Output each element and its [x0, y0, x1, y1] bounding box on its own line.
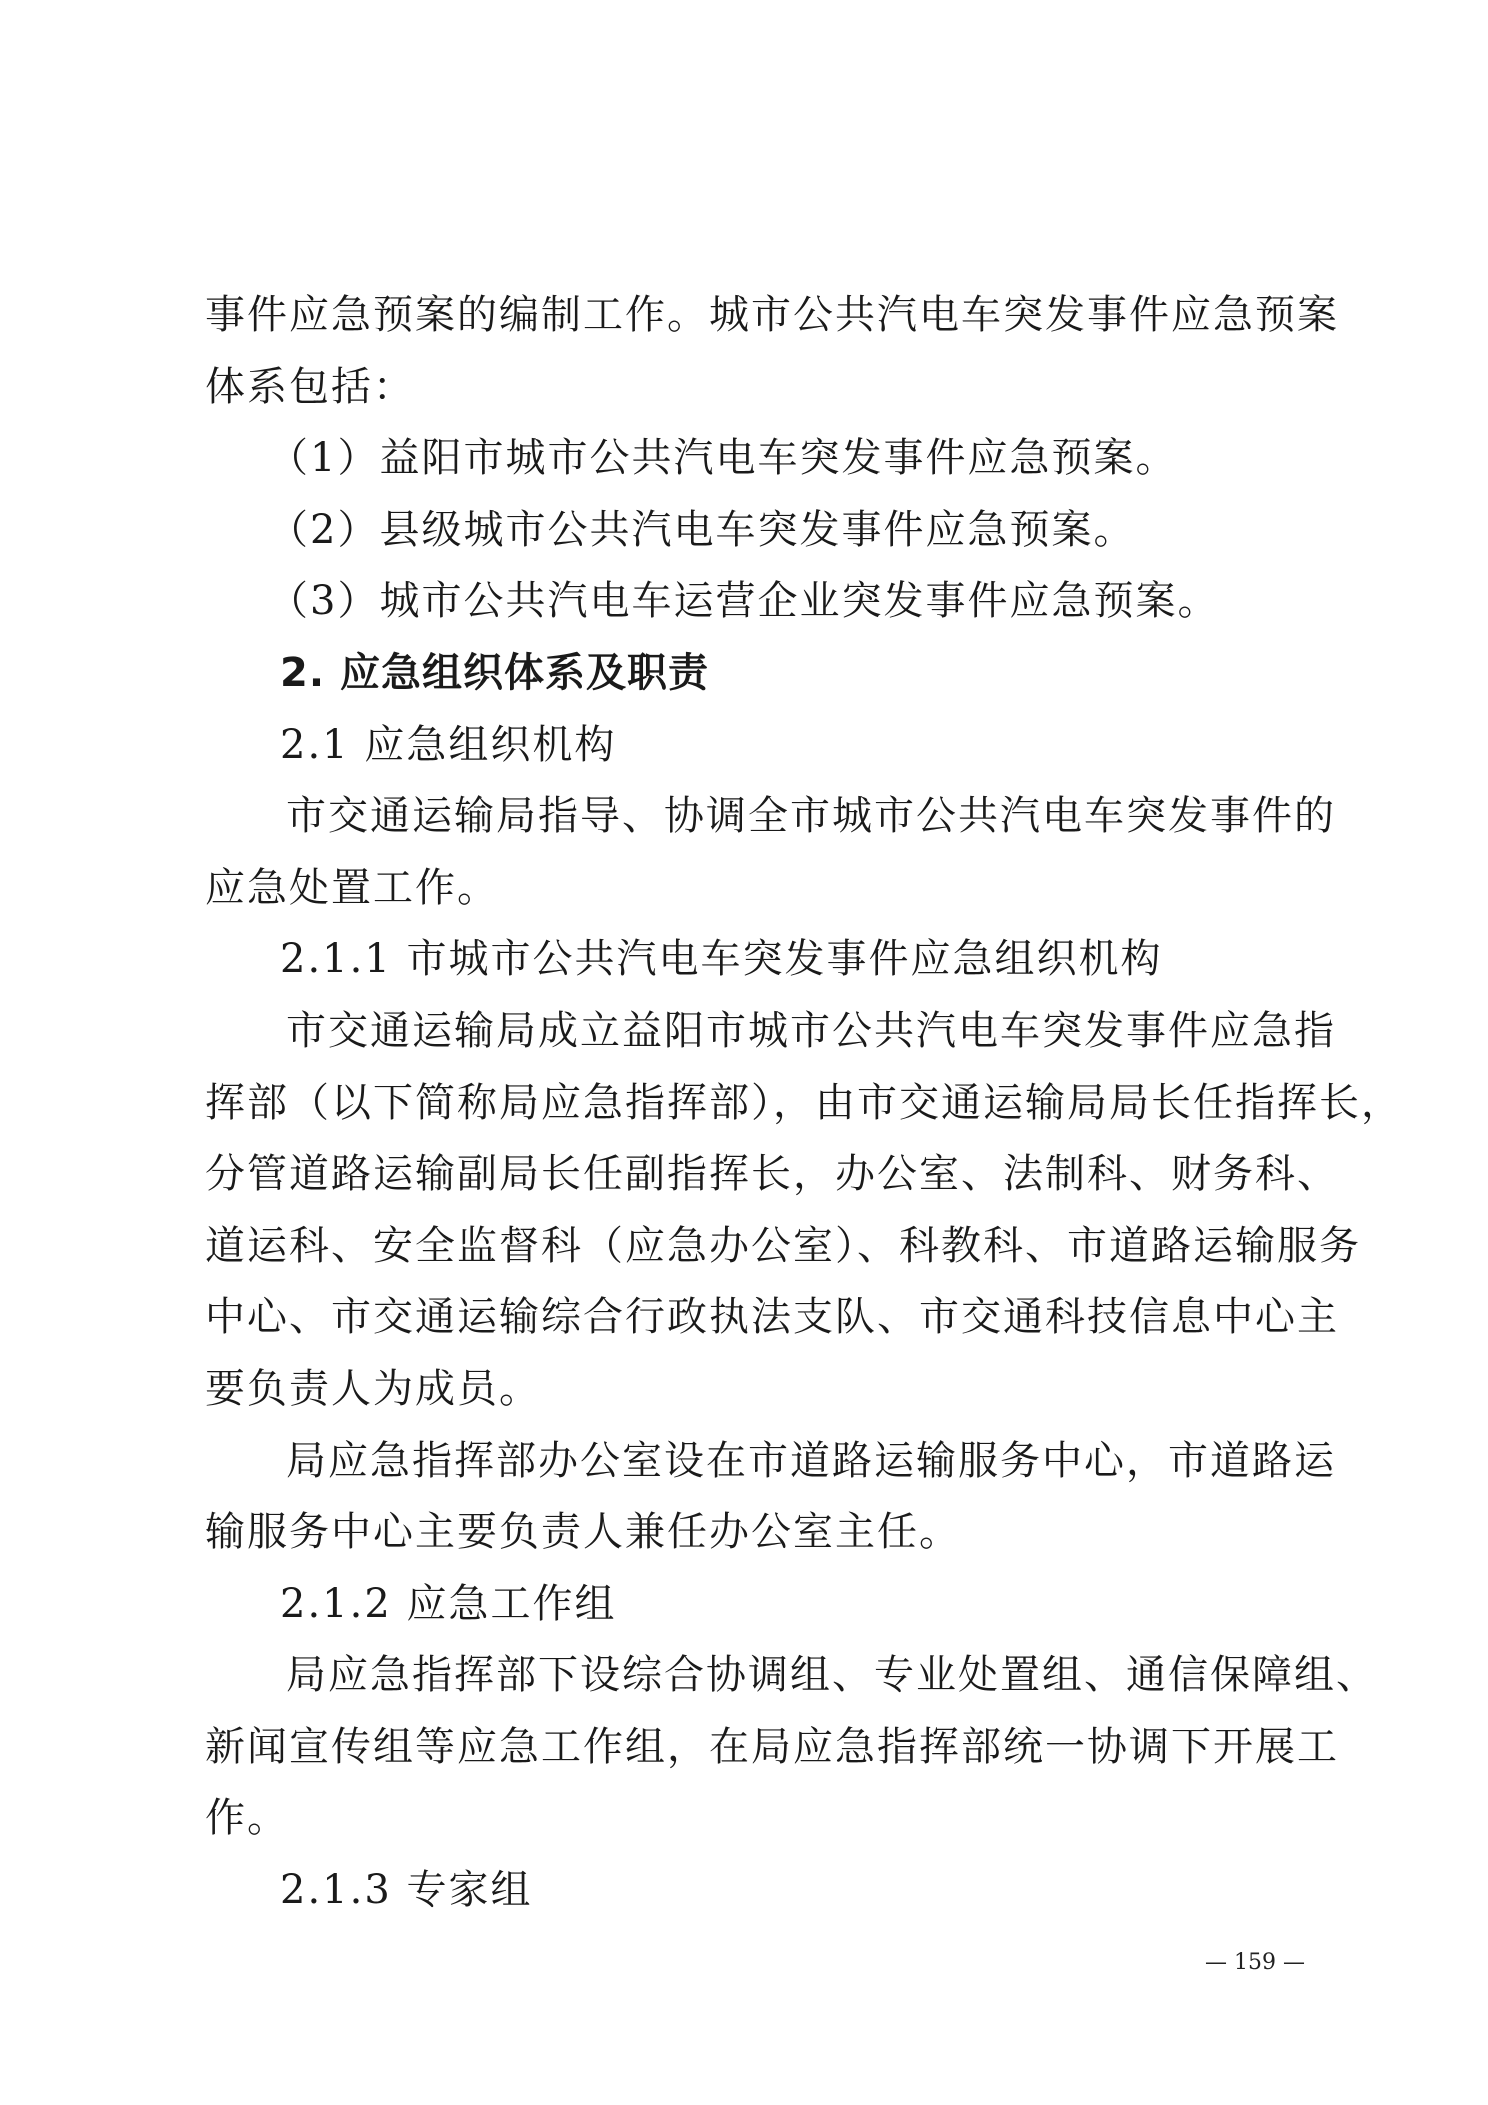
body-text-line: 局应急指挥部办公室设在市道路运输服务中心，市道路运 [286, 1437, 1336, 1484]
list-item-3: （3）城市公共汽电车运营企业突发事件应急预案。 [268, 578, 1220, 625]
body-text-line: 分管道路运输副局长任副指挥长，办公室、法制科、财务科、 [205, 1151, 1339, 1198]
subsection-heading: 2.1 应急组织机构 [280, 721, 617, 768]
body-text-line: 市交通运输局成立益阳市城市公共汽电车突发事件应急指 [286, 1007, 1336, 1054]
body-text-line: 道运科、安全监督科（应急办公室）、科教科、市道路运输服务 [205, 1222, 1361, 1269]
body-text-line: 要负责人为成员。 [205, 1365, 541, 1412]
body-text-line: 局应急指挥部下设综合协调组、专业处置组、通信保障组、 [286, 1652, 1378, 1699]
list-item-2: （2）县级城市公共汽电车突发事件应急预案。 [268, 506, 1136, 553]
page-number: — 159 — [1205, 1950, 1305, 1975]
body-text-line: 事件应急预案的编制工作。城市公共汽电车突发事件应急预案 [205, 292, 1339, 338]
body-text-line: 新闻宣传组等应急工作组，在局应急指挥部统一协调下开展工 [205, 1723, 1339, 1770]
list-item-1: （1）益阳市城市公共汽电车突发事件应急预案。 [268, 435, 1178, 482]
section-heading: 2. 应急组织体系及职责 [280, 649, 709, 696]
body-text-line: 作。 [205, 1795, 289, 1842]
subsection-heading: 2.1.3 专家组 [280, 1867, 533, 1914]
document-body [205, 280, 1403, 1927]
body-text-line: 输服务中心主要负责人兼任办公室主任。 [205, 1509, 961, 1556]
body-text-line: 中心、市交通运输综合行政执法支队、市交通科技信息中心主 [205, 1294, 1339, 1341]
body-text-line: 体系包括： [205, 363, 415, 410]
body-text-line: 市交通运输局指导、协调全市城市公共汽电车突发事件的 [286, 793, 1336, 840]
body-text-line: 应急处置工作。 [205, 864, 499, 911]
subsection-heading: 2.1.2 应急工作组 [280, 1580, 617, 1627]
body-text-line: 挥部（以下简称局应急指挥部），由市交通运输局局长任指挥长， [205, 1079, 1403, 1126]
subsection-heading: 2.1.1 市城市公共汽电车突发事件应急组织机构 [280, 936, 1163, 983]
